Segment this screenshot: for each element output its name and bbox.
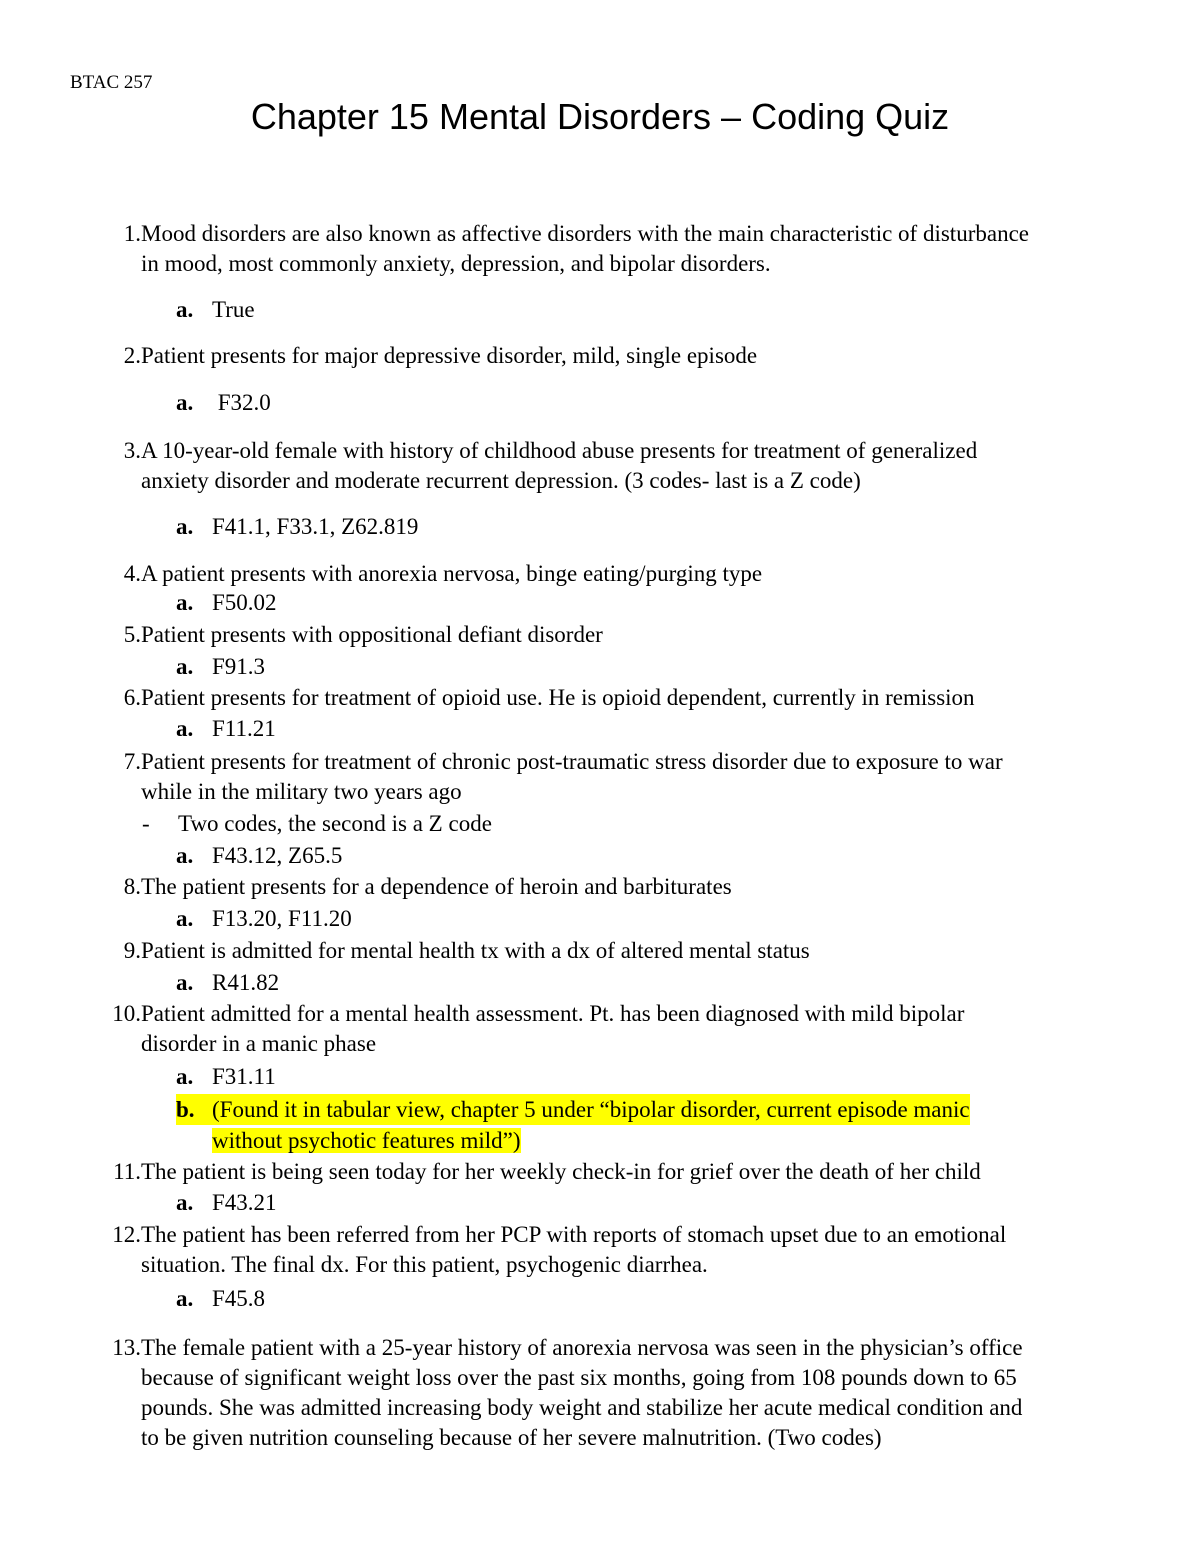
- answer-text: F13.20, F11.20: [212, 906, 352, 931]
- question-number: 12.: [112, 1222, 141, 1247]
- question-text-line: The patient has been referred from her PCP with reports of stomach upset due to an emotional: [141, 1222, 1007, 1247]
- answer-6a: [176, 714, 276, 744]
- question-number: 9.: [123, 938, 141, 963]
- question-text-line: pounds. She was admitted increasing body weight and stabilize her acute medical condition and: [141, 1395, 1023, 1420]
- answer-9a: [176, 968, 279, 998]
- answer-text: F31.11: [212, 1064, 276, 1089]
- question-7: [100, 747, 1140, 807]
- answer-letter: b.: [176, 1094, 212, 1125]
- question-number: 5.: [123, 622, 141, 647]
- answer-text: True: [212, 297, 255, 322]
- answer-text: (Found it in tabular view, chapter 5 under “bipolar disorder, current episode manic: [212, 1094, 970, 1125]
- answer-1a: [176, 295, 255, 325]
- answer-text: F91.3: [212, 654, 266, 679]
- question-text-line: in mood, most commonly anxiety, depression, and bipolar disorders.: [141, 251, 771, 276]
- answer-2a: [176, 388, 271, 418]
- question-6: [100, 683, 1140, 713]
- question-11: [100, 1157, 1140, 1187]
- answer-letter: a.: [176, 970, 194, 995]
- answer-letter: a.: [176, 843, 194, 868]
- answer-letter: a.: [176, 514, 194, 539]
- answer-text: F41.1, F33.1, Z62.819: [212, 514, 419, 539]
- answer-3a: [176, 512, 418, 542]
- question-text-line: situation. The final dx. For this patient, psychogenic diarrhea.: [141, 1252, 708, 1277]
- question-number: 13.: [112, 1335, 141, 1360]
- answer-4a: [176, 588, 277, 618]
- answer-letter: a.: [176, 1064, 194, 1089]
- question-2: [100, 341, 1140, 371]
- question-number: 4.: [123, 561, 141, 586]
- question-5: [100, 620, 1140, 650]
- question-text-line: because of significant weight loss over the past six months, going from 108 pounds down to 65: [141, 1365, 1017, 1390]
- answer-text: F43.12, Z65.5: [212, 843, 343, 868]
- question-text-line: Patient presents for treatment of chronic post-traumatic stress disorder due to exposure to war: [141, 749, 1003, 774]
- question-text-line: A patient presents with anorexia nervosa, binge eating/purging type: [141, 561, 763, 586]
- answer-10a: [176, 1062, 276, 1092]
- question-text-line: Patient is admitted for mental health tx with a dx of altered mental status: [141, 938, 810, 963]
- question-number: 7.: [123, 749, 141, 774]
- question-text-line: The patient presents for a dependence of heroin and barbiturates: [141, 874, 732, 899]
- question-12: [100, 1220, 1140, 1280]
- answer-text: F43.21: [212, 1190, 277, 1215]
- question-number: 1.: [123, 221, 141, 246]
- answer-text: F32.0: [212, 390, 271, 415]
- question-text-line: anxiety disorder and moderate recurrent depression. (3 codes- last is a Z code): [141, 468, 861, 493]
- question-4: [100, 559, 1140, 589]
- question-text-line: Patient presents with oppositional defiant disorder: [141, 622, 603, 647]
- answer-letter: a.: [176, 654, 194, 679]
- answer-5a: [176, 652, 265, 682]
- question-number: 3.: [123, 438, 141, 463]
- question-3: [100, 436, 1140, 496]
- page-title: Chapter 15 Mental Disorders – Coding Quiz: [250, 96, 950, 137]
- answer-12a: [176, 1284, 265, 1314]
- answer-letter: a.: [176, 716, 194, 741]
- answer-letter: a.: [176, 590, 194, 615]
- question-9: [100, 936, 1140, 966]
- question-text-line: Patient presents for treatment of opioid use. He is opioid dependent, currently in remission: [141, 685, 975, 710]
- answer-text-continued: without psychotic features mild”): [212, 1128, 521, 1153]
- answer-7a: [176, 841, 342, 871]
- answer-letter: a.: [176, 906, 194, 931]
- answer-letter: a.: [176, 1286, 194, 1311]
- answer-8a: [176, 904, 352, 934]
- question-text-line: The female patient with a 25-year history of anorexia nervosa was seen in the physician’s office: [141, 1335, 1023, 1360]
- question-text-line: to be given nutrition counseling because of her severe malnutrition. (Two codes): [141, 1425, 882, 1450]
- answer-text: R41.82: [212, 970, 280, 995]
- answer-text: F50.02: [212, 590, 277, 615]
- question-number: 10.: [112, 1001, 141, 1026]
- question-text-line: Patient admitted for a mental health assessment. Pt. has been diagnosed with mild bipolar: [141, 1001, 965, 1026]
- answer-letter: a.: [176, 1190, 194, 1215]
- answer-text: F45.8: [212, 1286, 266, 1311]
- answer-11a: [176, 1188, 277, 1218]
- question-text-line: while in the military two years ago: [141, 779, 462, 804]
- question-10: [100, 999, 1140, 1059]
- question-1: [100, 219, 1140, 279]
- answer-letter: a.: [176, 297, 194, 322]
- question-number: 6.: [123, 685, 141, 710]
- answer-text: F11.21: [212, 716, 276, 741]
- question-number: 11.: [113, 1159, 141, 1184]
- question-text-line: Patient presents for major depressive disorder, mild, single episode: [141, 343, 758, 368]
- answer-10b-highlighted: [176, 1094, 970, 1156]
- question-text-line: A 10-year-old female with history of childhood abuse presents for treatment of generalized: [141, 438, 978, 463]
- question-number: 8.: [123, 874, 141, 899]
- answer-letter: a.: [176, 390, 194, 415]
- dash-marker: -: [142, 811, 150, 836]
- course-header: BTAC 257: [70, 72, 153, 93]
- question-text-line: Mood disorders are also known as affective disorders with the main characteristic of disturbance: [141, 221, 1029, 246]
- question-13: [100, 1333, 1140, 1453]
- question-8: [100, 872, 1140, 902]
- question-text-line: The patient is being seen today for her weekly check-in for grief over the death of her child: [141, 1159, 981, 1184]
- question-number: 2.: [123, 343, 141, 368]
- question-7-note: [142, 809, 492, 839]
- note-text: Two codes, the second is a Z code: [178, 811, 492, 836]
- question-text-line: disorder in a manic phase: [141, 1031, 377, 1056]
